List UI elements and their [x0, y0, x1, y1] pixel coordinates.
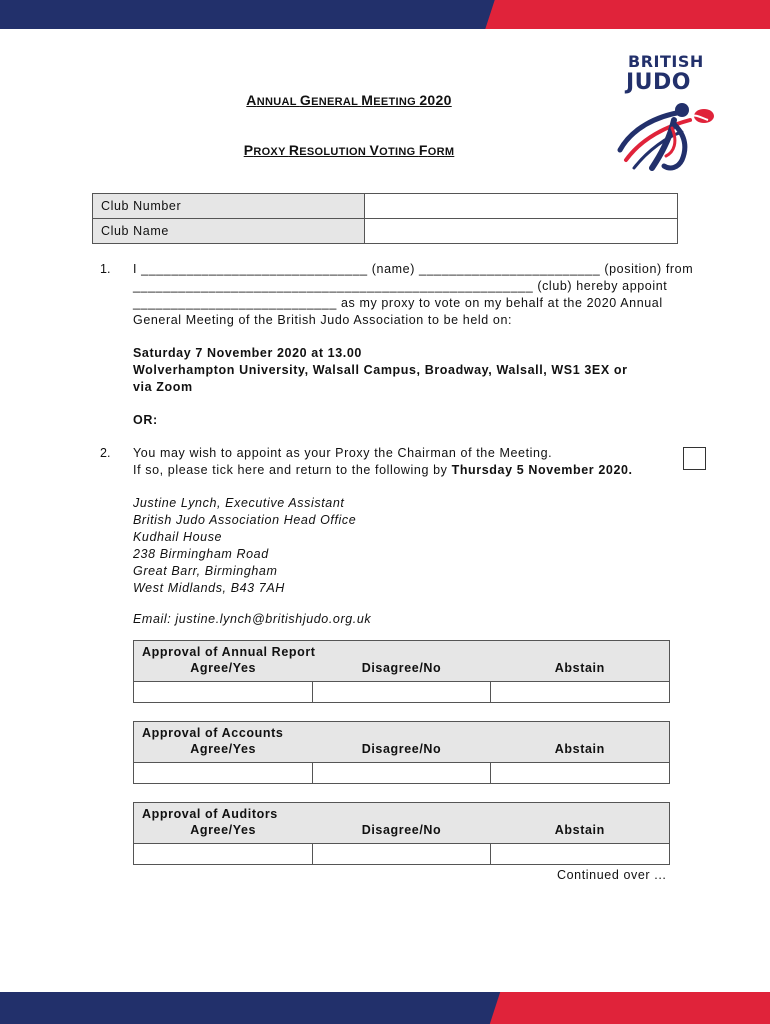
- return-deadline: Thursday 5 November 2020.: [451, 463, 633, 477]
- logo-text-british: BRITISH: [628, 52, 704, 71]
- meeting-date: Saturday 7 November 2020 at 13.00: [133, 346, 362, 360]
- club-number-row: [93, 194, 678, 219]
- section-1-number: 1.: [100, 262, 111, 276]
- abstain-cell[interactable]: [491, 682, 669, 702]
- vote-table-header: [134, 742, 669, 762]
- meeting-venue: Wolverhampton University, Walsall Campus, Broadway, Walsall, WS1 3EX or: [133, 363, 628, 377]
- address-line: Justine Lynch, Executive Assistant: [133, 496, 345, 510]
- document-subtitle: PROXY RESOLUTION VOTING FORM: [243, 142, 455, 158]
- address-line: Kudhail House: [133, 530, 223, 544]
- meeting-intro-line: General Meeting of the British Judo Association to be held on:: [133, 313, 513, 327]
- vote-table-annual-report: [133, 640, 670, 703]
- abstain-cell[interactable]: [491, 844, 669, 864]
- club-name-label: Club Name: [93, 219, 365, 244]
- address-line: Great Barr, Birmingham: [133, 564, 278, 578]
- abstain-header: Abstain: [554, 661, 605, 675]
- club-name-row: [93, 219, 678, 244]
- agree-cell[interactable]: [134, 763, 313, 783]
- tick-instruction-text: If so, please tick here and return to the following by: [133, 463, 452, 477]
- club-number-label: Club Number: [93, 194, 365, 219]
- meeting-venue-zoom: via Zoom: [133, 380, 193, 394]
- abstain-cell[interactable]: [491, 763, 669, 783]
- disagree-header: Disagree/No: [361, 742, 442, 756]
- vote-table-title: Approval of Auditors: [134, 803, 669, 823]
- vote-row: [134, 681, 669, 702]
- vote-table-header: [134, 661, 669, 681]
- vote-row: [134, 843, 669, 864]
- agree-header: Agree/Yes: [190, 823, 257, 837]
- agree-header: Agree/Yes: [190, 742, 257, 756]
- abstain-header: Abstain: [554, 823, 605, 837]
- chairman-proxy-text: You may wish to appoint as your Proxy the Chairman of the Meeting.: [133, 446, 553, 460]
- agree-cell[interactable]: [134, 844, 313, 864]
- disagree-header: Disagree/No: [361, 823, 442, 837]
- vote-table-title: Approval of Accounts: [134, 722, 669, 742]
- agree-cell[interactable]: [134, 682, 313, 702]
- continued-over-note: Continued over ...: [557, 868, 667, 882]
- tick-instruction: [133, 462, 633, 479]
- contact-email[interactable]: Email: justine.lynch@britishjudo.org.uk: [133, 612, 372, 626]
- abstain-header: Abstain: [554, 742, 605, 756]
- disagree-cell[interactable]: [313, 763, 492, 783]
- vote-table-accounts: [133, 721, 670, 784]
- address-line: British Judo Association Head Office: [133, 513, 357, 527]
- proxy-appoint-line[interactable]: ___________________________ as my proxy to vote on my behalf at the 2020 Annual: [133, 296, 663, 310]
- bottom-brand-band: [0, 992, 770, 1024]
- address-line: West Midlands, B43 7AH: [133, 581, 285, 595]
- agree-header: Agree/Yes: [190, 661, 257, 675]
- vote-table-auditors: [133, 802, 670, 865]
- or-label: OR:: [133, 413, 158, 427]
- judoka-emblem-icon: [612, 98, 722, 178]
- disagree-cell[interactable]: [313, 682, 492, 702]
- logo-text-judo: JUDO: [626, 70, 692, 95]
- vote-table-header: [134, 823, 669, 843]
- disagree-cell[interactable]: [313, 844, 492, 864]
- document-title: ANNUAL GENERAL MEETING 2020: [246, 92, 452, 108]
- club-name-field[interactable]: [365, 219, 678, 244]
- proxy-club-line[interactable]: _____________________________________________________ (club) hereby appoint: [133, 279, 668, 293]
- disagree-header: Disagree/No: [361, 661, 442, 675]
- proxy-name-line[interactable]: I ______________________________ (name) ________________________ (position) from: [133, 262, 694, 276]
- section-2-number: 2.: [100, 446, 111, 460]
- vote-table-title: Approval of Annual Report: [134, 641, 669, 661]
- chairman-proxy-checkbox[interactable]: [683, 447, 706, 470]
- top-brand-band: [0, 0, 770, 29]
- vote-row: [134, 762, 669, 783]
- club-details-table: [92, 193, 678, 244]
- address-line: 238 Birmingham Road: [133, 547, 269, 561]
- club-number-field[interactable]: [365, 194, 678, 219]
